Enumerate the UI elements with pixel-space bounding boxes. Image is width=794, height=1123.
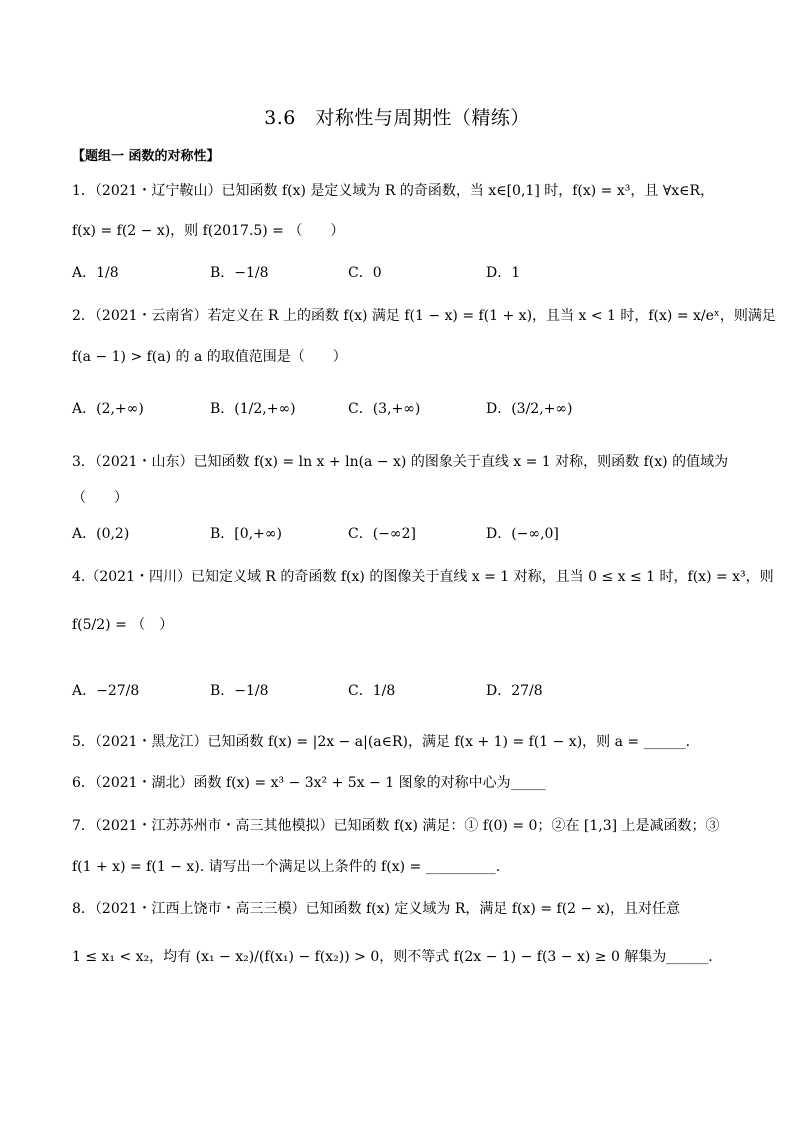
question-7-line-2: f(1 + x) = f(1 − x). 请写出一个满足以上条件的 f(x) = __________. xyxy=(72,859,501,875)
question-3-line-2: （ ） xyxy=(72,490,128,506)
question-3-option-b: B．[0,+∞) xyxy=(210,526,282,542)
question-3-option-c: C．(−∞2] xyxy=(348,526,416,542)
question-1-line-2: f(x) = f(2 − x)，则 f(2017.5) = （ ） xyxy=(72,223,345,239)
question-3-option-a: A．(0,2) xyxy=(72,526,130,542)
question-2-option-b: B．(1/2,+∞) xyxy=(210,401,296,417)
question-2-option-a: A．(2,+∞) xyxy=(72,401,144,417)
question-3-option-d: D．(−∞,0] xyxy=(486,526,559,542)
question-4-option-b: B．−1/8 xyxy=(210,683,269,699)
question-2-line-1: 2．（2021・云南省）若定义在 R 上的函数 f(x) 满足 f(1 − x) = f(1 + x)，且当 x < 1 时，f(x) = x/eˣ，则满足 xyxy=(72,308,776,324)
question-8-line-1: 8．（2021・江西上饶市・高三三模）已知函数 f(x) 定义域为 R，满足 f(x) = f(2 − x)，且对任意 xyxy=(72,901,681,917)
question-4-option-c: C．1/8 xyxy=(348,683,396,699)
question-3-line-1: 3．（2021・山东）已知函数 f(x) = ln x + ln(a − x) 的图象关于直线 x = 1 对称，则函数 f(x) 的值域为 xyxy=(72,454,729,470)
question-2-option-c: C．(3,+∞) xyxy=(348,401,421,417)
question-1-option-d: D．1 xyxy=(486,265,521,281)
question-4-line-2: f(5/2) = （ ） xyxy=(72,617,174,633)
question-4-option-a: A．−27/8 xyxy=(72,683,140,699)
section-heading: 【题组一 函数的对称性】 xyxy=(72,149,220,164)
question-4-line-1: 4.（2021・四川）已知定义域 R 的奇函数 f(x) 的图像关于直线 x = 1 对称，且当 0 ≤ x ≤ 1 时，f(x) = x³，则 xyxy=(72,569,774,585)
question-1-option-a: A．1/8 xyxy=(72,265,119,281)
question-2-option-d: D．(3/2,+∞) xyxy=(486,401,573,417)
question-1-option-b: B．−1/8 xyxy=(210,265,269,281)
question-8-line-2: 1 ≤ x₁ < x₂，均有 (x₁ − x₂)/(f(x₁) − f(x₂)) > 0，则不等式 f(2x − 1) − f(3 − x) ≥ 0 解集为______. xyxy=(72,949,713,965)
question-6: 6．（2021・湖北）函数 f(x) = x³ − 3x² + 5x − 1 图象的对称中心为_____ xyxy=(72,775,546,791)
question-2-line-2: f(a − 1) > f(a) 的 a 的取值范围是（ ） xyxy=(72,349,347,365)
page-title: 3.6 对称性与周期性（精练） xyxy=(264,107,530,129)
question-5: 5．（2021・黑龙江）已知函数 f(x) = |2x − a|(a∈R)，满足 f(x + 1) = f(1 − x)，则 a = ______. xyxy=(72,734,691,750)
question-7-line-1: 7．（2021・江苏苏州市・高三其他模拟）已知函数 f(x) 满足：① f(0) = 0；②在 [1,3] 上是减函数；③ xyxy=(72,818,720,834)
question-1-line-1: 1．（2021・辽宁鞍山）已知函数 f(x) 是定义域为 R 的奇函数，当 x∈[0,1] 时，f(x) = x³，且 ∀x∈R， xyxy=(72,183,715,199)
question-1-option-c: C．0 xyxy=(348,265,382,281)
question-4-option-d: D．27/8 xyxy=(486,683,543,699)
